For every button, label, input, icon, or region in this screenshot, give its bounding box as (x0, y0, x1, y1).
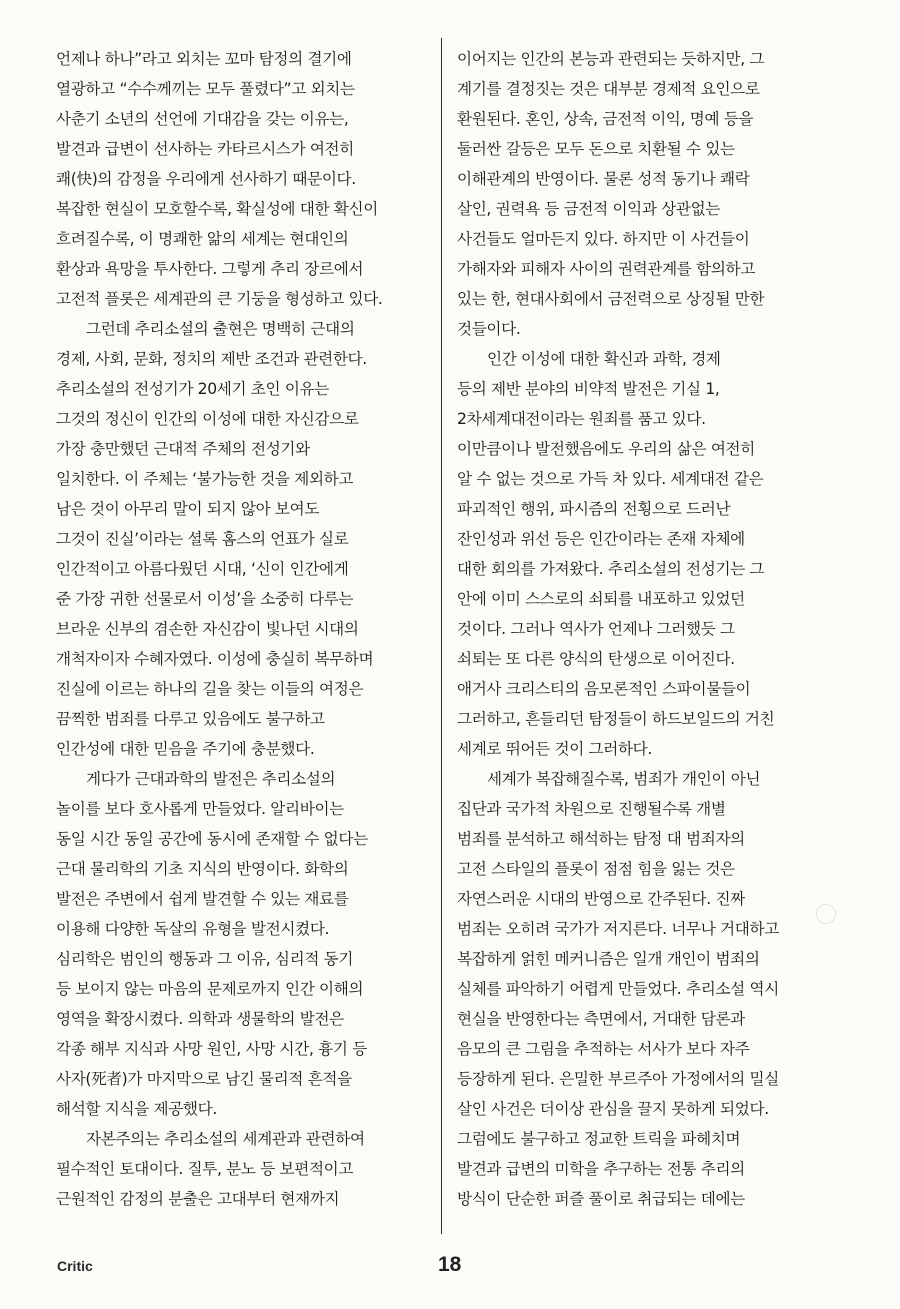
text-line: 해석할 지식을 제공했다. (56, 1100, 217, 1118)
text-line: 애거사 크리스티의 음모론적인 스파이물들이 (457, 680, 751, 698)
text-line: 이용해 다양한 독살의 유형을 발전시켰다. (56, 920, 330, 938)
text-line: 발견과 급변이 선사하는 카타르시스가 여전히 (56, 140, 354, 158)
text-line: 음모의 큰 그림을 추적하는 서사가 보다 자주 (457, 1040, 750, 1058)
text-line: 영역을 확장시켰다. 의학과 생물학의 발전은 (56, 1010, 344, 1028)
text-line: 안에 이미 스스로의 쇠퇴를 내포하고 있었던 (457, 590, 745, 608)
text-line: 발견과 급변의 미학을 추구하는 전통 추리의 (457, 1160, 745, 1178)
text-line: 이어지는 인간의 본능과 관련되는 듯하지만, 그 (457, 50, 765, 68)
text-line: 고전 스타일의 플롯이 점점 힘을 잃는 것은 (457, 860, 735, 878)
text-line: 브라운 신부의 겸손한 자신감이 빛나던 시대의 (56, 620, 359, 638)
text-line: 대한 회의를 가져왔다. 추리소설의 전성기는 그 (457, 560, 765, 578)
text-line: 동일 시간 동일 공간에 동시에 존재할 수 없다는 (56, 830, 368, 848)
text-line: 것이다. 그러나 역사가 언제나 그러했듯 그 (457, 620, 735, 638)
left-text-column (56, 44, 426, 1214)
text-line: 환원된다. 혼인, 상속, 금전적 이익, 명예 등을 (457, 110, 754, 128)
paper-mark (816, 904, 836, 924)
text-line: 인간적이고 아름다웠던 시대, ‘신이 인간에게 (56, 560, 349, 578)
text-line: 등 보이지 않는 마음의 문제로까지 인간 이해의 (56, 980, 364, 998)
text-line: 환상과 욕망을 투사한다. 그렇게 추리 장르에서 (56, 260, 364, 278)
text-line: 세계로 뛰어든 것이 그러하다. (457, 740, 652, 758)
text-line: 것들이다. (457, 320, 521, 338)
text-line: 둘러싼 갈등은 모두 돈으로 치환될 수 있는 (457, 140, 735, 158)
right-text-column (457, 44, 849, 1214)
text-line: 놀이를 보다 호사롭게 만들었다. 알리바이는 (56, 800, 344, 818)
text-line: 현실을 반영한다는 측면에서, 거대한 담론과 (457, 1010, 745, 1028)
text-line: 심리학은 범인의 행동과 그 이유, 심리적 동기 (56, 950, 354, 968)
text-line: 자연스러운 시대의 반영으로 간주된다. 진짜 (457, 890, 745, 908)
text-line: 범죄는 오히려 국가가 저지른다. 너무나 거대하고 (457, 920, 779, 938)
text-line: 추리소설의 전성기가 20세기 초인 이유는 (56, 380, 329, 398)
column-divider (441, 38, 442, 1234)
text-line: 등장하게 된다. 은밀한 부르주아 가정에서의 밀실 (457, 1070, 779, 1088)
text-line: 계기를 결정짓는 것은 대부분 경제적 요인으로 (457, 80, 760, 98)
text-line: 파괴적인 행위, 파시즘의 전횡으로 드러난 (457, 500, 731, 518)
text-line: 등의 제반 분야의 비약적 발전은 기실 1, (457, 380, 720, 398)
text-line: 개척자이자 수혜자였다. 이성에 충실히 복무하며 (56, 650, 374, 668)
text-line: 발전은 주변에서 쉽게 발견할 수 있는 재료를 (56, 890, 349, 908)
text-line: 사건들도 얼마든지 있다. 하지만 이 사건들이 (457, 230, 750, 248)
text-line: 이만큼이나 발전했음에도 우리의 삶은 여전히 (457, 440, 755, 458)
text-line: 근대 물리학의 기초 지식의 반영이다. 화학의 (56, 860, 349, 878)
text-line: 그것의 정신이 인간의 이성에 대한 자신감으로 (56, 410, 359, 428)
text-line: 사자(死者)가 마지막으로 남긴 물리적 흔적을 (56, 1070, 352, 1088)
text-line: 범죄를 분석하고 해석하는 탐정 대 범죄자의 (457, 830, 745, 848)
text-line: 경제, 사회, 문화, 정치의 제반 조건과 관련한다. (56, 350, 367, 368)
text-line: 복잡하게 얽힌 메커니즘은 일개 개인이 범죄의 (457, 950, 760, 968)
text-line: 근원적인 감정의 분출은 고대부터 현재까지 (56, 1190, 340, 1208)
text-line: 인간성에 대한 믿음을 주기에 충분했다. (56, 740, 315, 758)
text-line: 2차세계대전이라는 원죄를 품고 있다. (457, 410, 706, 428)
text-line: 그럼에도 불구하고 정교한 트릭을 파헤치며 (457, 1130, 741, 1148)
text-line: 끔찍한 범죄를 다루고 있음에도 불구하고 (56, 710, 325, 728)
text-line: 실체를 파악하기 어렵게 만들었다. 추리소설 역시 (457, 980, 779, 998)
text-line: 흐려질수록, 이 명쾌한 앎의 세계는 현대인의 (56, 230, 349, 248)
text-line: 그것이 진실’이라는 셜록 홈스의 언표가 실로 (56, 530, 349, 548)
text-line: 인간 이성에 대한 확신과 과학, 경제 (487, 350, 721, 368)
text-line: 가장 충만했던 근대적 주체의 전성기와 (56, 440, 310, 458)
text-line: 사춘기 소년의 선언에 기대감을 갖는 이유는, (56, 110, 349, 128)
text-line: 살인, 권력욕 등 금전적 이익과 상관없는 (457, 200, 721, 218)
text-line: 있는 한, 현대사회에서 금전력으로 상징될 만한 (457, 290, 765, 308)
text-line: 알 수 없는 것으로 가득 차 있다. 세계대전 같은 (457, 470, 764, 488)
text-line: 살인 사건은 더이상 관심을 끌지 못하게 되었다. (457, 1100, 769, 1118)
text-line: 복잡한 현실이 모호할수록, 확실성에 대한 확신이 (56, 200, 378, 218)
text-line: 그런데 추리소설의 출현은 명백히 근대의 (86, 320, 355, 338)
text-line: 진실에 이르는 하나의 길을 찾는 이들의 여정은 (56, 680, 364, 698)
text-line: 집단과 국가적 차원으로 진행될수록 개별 (457, 800, 726, 818)
text-line: 잔인성과 위선 등은 인간이라는 존재 자체에 (457, 530, 745, 548)
text-line: 방식이 단순한 퍼즐 풀이로 취급되는 데에는 (457, 1190, 745, 1208)
text-line: 남은 것이 아무리 말이 되지 않아 보여도 (56, 500, 320, 518)
text-line: 각종 해부 지식과 사망 원인, 사망 시간, 흉기 등 (56, 1040, 367, 1058)
text-line: 쾌(快)의 감정을 우리에게 선사하기 때문이다. (56, 170, 356, 188)
text-line: 고전적 플롯은 세계관의 큰 기둥을 형성하고 있다. (56, 290, 383, 308)
text-line: 세계가 복잡해질수록, 범죄가 개인이 아닌 (487, 770, 761, 788)
text-line: 언제나 하나”라고 외치는 꼬마 탐정의 결기에 (56, 50, 352, 68)
text-line: 일치한다. 이 주체는 ‘불가능한 것을 제외하고 (56, 470, 354, 488)
text-line: 자본주의는 추리소설의 세계관과 관련하여 (86, 1130, 365, 1148)
text-line: 필수적인 토대이다. 질투, 분노 등 보편적이고 (56, 1160, 354, 1178)
text-line: 열광하고 “수수께끼는 모두 풀렸다”고 외치는 (56, 80, 355, 98)
footer-page-number: 18 (438, 1253, 462, 1276)
text-line: 준 가장 귀한 선물로서 이성’을 소중히 다루는 (56, 590, 354, 608)
text-line: 게다가 근대과학의 발전은 추리소설의 (86, 770, 336, 788)
footer-magazine-name: Critic (57, 1258, 93, 1274)
text-line: 그러하고, 흔들리던 탐정들이 하드보일드의 거친 (457, 710, 775, 728)
text-line: 가해자와 피해자 사이의 권력관계를 함의하고 (457, 260, 755, 278)
text-line: 쇠퇴는 또 다른 양식의 탄생으로 이어진다. (457, 650, 735, 668)
text-line: 이해관계의 반영이다. 물론 성적 동기나 쾌락 (457, 170, 750, 188)
